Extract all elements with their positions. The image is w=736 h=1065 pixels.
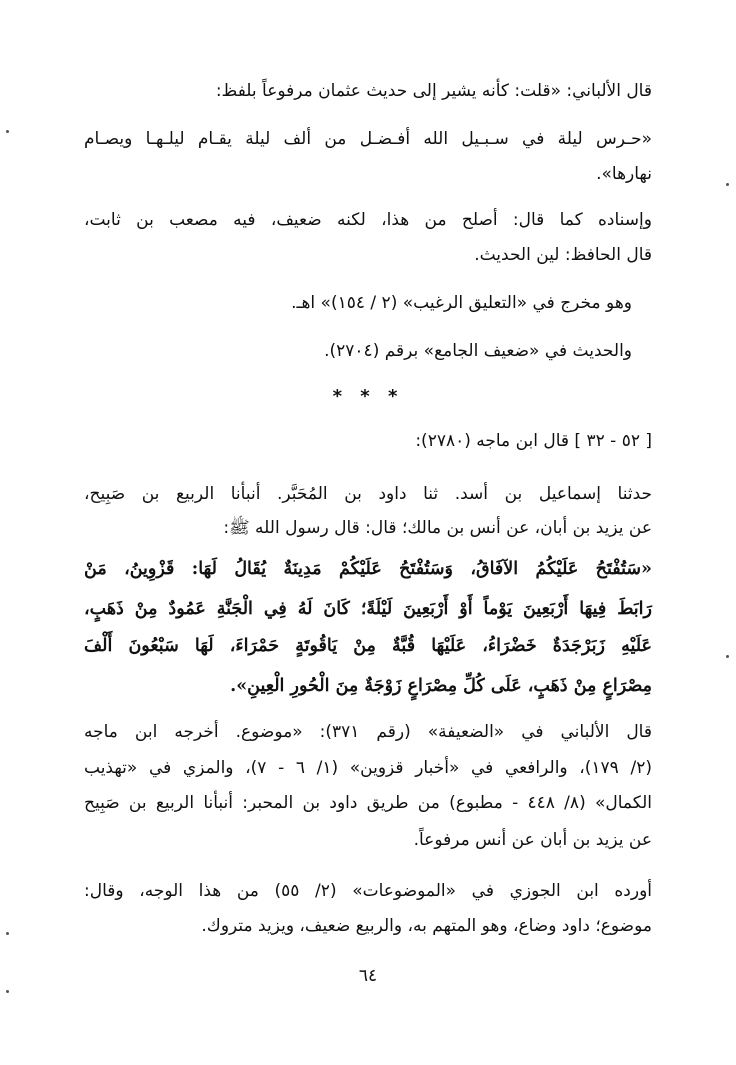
text-line: وهو مخرج في «التعليق الرغيب» (٢ / ١٥٤)» اهـ.: [291, 293, 632, 313]
text-line: أورده ابن الجوزي في «الموضوعات» (٢/ ٥٥) من هذا الوجه، وقال:: [84, 881, 653, 901]
scan-speck: [6, 130, 9, 133]
hadith-text-line: رَابَطَ فِيهَا أَرْبَعِينَ يَوْماً أَوْ أَرْبَعِينَ لَيْلَةً؛ كَانَ لَهُ فِي الْجَنَّةِ عَمُودٌ مِنْ ذَهَبٍ،: [84, 599, 652, 619]
scan-speck: [726, 183, 729, 186]
scan-speck: [6, 932, 9, 935]
hadith-text-line: «سَتُفْتَحُ عَلَيْكُمُ الآفَاقُ، وَسَتُفْتَحُ عَلَيْكُمْ مَدِينَةٌ يُقَالُ لَهَا: قَزْوِينُ، مَنْ: [84, 559, 652, 579]
text-line: وإسناده كما قال: أصلح من هذا، لكنه ضعيف، فيه مصعب بن ثابت،: [84, 210, 652, 230]
text-line: (٢/ ١٧٩)، والرافعي في «أخبار قزوين» (١/ ٦ - ٧)، والمزي في «تهذيب: [84, 758, 652, 778]
text-line: حدثنا إسماعيل بن أسد. ثنا داود بن المُحَبَّر. أنبأنا الربيع بن صَبِيح،: [84, 484, 652, 504]
text-line: عن يزيد بن أبان عن أنس مرفوعاً.: [413, 830, 652, 850]
hadith-text-line: عَلَيْهِ زَبَرْجَدَةٌ خَضْرَاءُ، عَلَيْهَا قُبَّةٌ مِنْ يَاقُوتَةٍ حَمْرَاءَ، لَهَا سَبْعُونَ أَلْفَ: [84, 636, 652, 656]
text-line: قال الألباني: «قلت: كأنه يشير إلى حديث عثمان مرفوعاً بلفظ:: [215, 81, 652, 101]
hadith-heading: [ ٥٢ - ٣٢ ] قال ابن ماجه (٢٧٨٠):: [415, 431, 652, 451]
section-separator: * * *: [332, 386, 404, 407]
scan-speck: [726, 655, 729, 658]
scan-speck: [6, 990, 9, 993]
text-line: الكمال» (٨/ ٤٤٨ - مطبوع) من طريق داود بن المحبر: أنبأنا الربيع بن صَبِيح: [84, 793, 653, 813]
text-line: عن يزيد بن أبان، عن أنس بن مالك؛ قال: قال رسول الله ﷺ:: [223, 518, 652, 538]
page-number: ٦٤: [358, 966, 378, 986]
text-line: نهارها».: [596, 164, 652, 184]
text-line: موضوع؛ داود وضاع، وهو المتهم به، والربيع ضعيف، ويزيد متروك.: [201, 916, 652, 936]
hadith-text-line: مِصْرَاعٍ مِنْ ذَهَبٍ، عَلَى كُلِّ مِصْرَاعٍ زَوْجَةٌ مِنَ الْحُورِ الْعِينِ».: [230, 676, 652, 696]
text-line: قال الحافظ: لين الحديث.: [474, 245, 652, 265]
text-line: قال الألباني في «الضعيفة» (رقم ٣٧١): «موضوع. أخرجه ابن ماجه: [84, 722, 652, 742]
text-line: «حـرس ليلة في سـبـيل الله أفـضـل من ألف ليلة يقـام ليلـهـا ويصـام: [84, 129, 652, 149]
text-line: والحديث في «ضعيف الجامع» برقم (٢٧٠٤).: [324, 341, 632, 361]
